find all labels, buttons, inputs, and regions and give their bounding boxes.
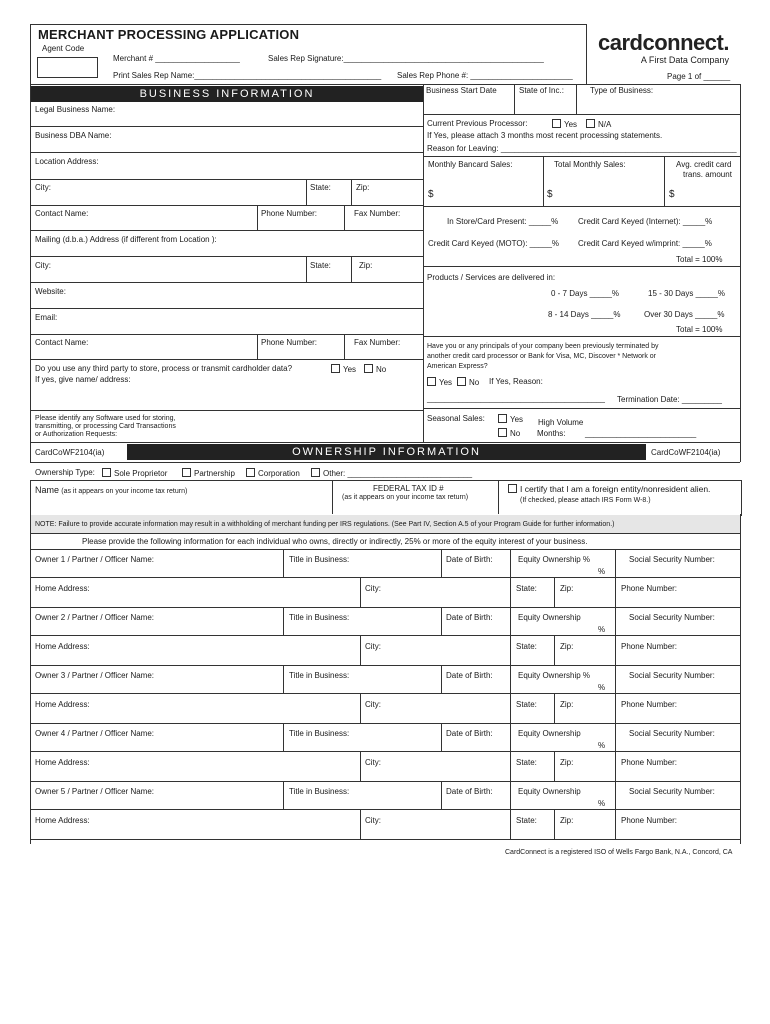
- corporation-checkbox[interactable]: [246, 468, 255, 477]
- owner-dob-label[interactable]: Date of Birth:: [446, 555, 493, 564]
- print-sales-rep-label[interactable]: Print Sales Rep Name:__________________________________________: [113, 71, 382, 80]
- owner-home-address-label[interactable]: Home Address:: [35, 700, 90, 709]
- contact-name-label[interactable]: Contact Name:: [35, 209, 89, 218]
- total-monthly-label[interactable]: Total Monthly Sales:: [554, 160, 626, 169]
- owner-dob-label[interactable]: Date of Birth:: [446, 787, 493, 796]
- owner-name-label[interactable]: Owner 1 / Partner / Officer Name:: [35, 555, 155, 564]
- owner-ssn-label[interactable]: Social Security Number:: [629, 613, 715, 622]
- page-number-label[interactable]: Page 1 of ______: [667, 72, 731, 81]
- no-checkbox[interactable]: [364, 364, 373, 373]
- business-dba-name-label[interactable]: Business DBA Name:: [35, 131, 112, 140]
- cardconnect-logo: [598, 30, 729, 66]
- sales-rep-signature-label[interactable]: Sales Rep Signature:_____________________________________________: [268, 54, 544, 63]
- legal-business-name-label[interactable]: Legal Business Name:: [35, 105, 116, 114]
- mailing-city-label[interactable]: City:: [35, 261, 51, 270]
- owner-city-label[interactable]: City:: [365, 584, 381, 593]
- business-information-heading: BUSINESS INFORMATION: [31, 86, 423, 102]
- owner-equity-label[interactable]: Equity Ownership: [518, 729, 581, 738]
- fax-number-label[interactable]: Fax Number:: [354, 209, 401, 218]
- owner-zip-label[interactable]: Zip:: [560, 642, 574, 651]
- owner-home-address-label[interactable]: Home Address:: [35, 642, 90, 651]
- owner-equity-label[interactable]: Equity Ownership %: [518, 671, 591, 680]
- terminated-yes-checkbox[interactable]: [427, 377, 436, 386]
- attach-statements-note: If Yes, please attach 3 months most recent processing statements.: [427, 131, 663, 140]
- owner-phone-label[interactable]: Phone Number:: [621, 758, 678, 767]
- iso-footer-note: CardConnect is a registered ISO of Wells Fargo Bank, N.A., Concord, CA: [505, 849, 733, 856]
- owner-title-label[interactable]: Title in Business:: [289, 671, 350, 680]
- terminated-yes[interactable]: Yes: [427, 377, 452, 388]
- monthly-bancard-dollar: $: [428, 189, 434, 200]
- owner-home-address-label[interactable]: Home Address:: [35, 584, 90, 593]
- software-label-2: transmitting, or processing Card Transactions: [35, 423, 176, 430]
- sales-rep-phone-label[interactable]: Sales Rep Phone #: _______________________: [397, 71, 573, 80]
- terminated-question-1: Have you or any principals of your company been previously terminated by: [427, 343, 659, 350]
- termination-date-label[interactable]: Termination Date: _________: [617, 395, 722, 404]
- owner-city-label[interactable]: City:: [365, 758, 381, 767]
- foreign-entity-note: (If checked, please attach IRS Form W-8.): [520, 497, 651, 504]
- owner-title-label[interactable]: Title in Business:: [289, 729, 350, 738]
- owner-title-label[interactable]: Title in Business:: [289, 787, 350, 796]
- terminated-question-3: American Express?: [427, 363, 488, 370]
- partnership-option[interactable]: Partnership: [182, 468, 235, 479]
- high-volume-months-line[interactable]: _________________________: [585, 429, 697, 438]
- yes-checkbox[interactable]: [331, 364, 340, 373]
- owner-zip-label[interactable]: Zip:: [560, 584, 574, 593]
- logo-text: cardconnect.: [598, 30, 729, 55]
- delivery-over-30-pct[interactable]: Over 30 Days _____%: [644, 310, 725, 319]
- terminated-reason-line[interactable]: ________________________________________: [427, 394, 605, 403]
- ownership-type-label: Ownership Type:: [35, 468, 95, 477]
- processor-na[interactable]: N/A: [586, 119, 611, 130]
- owner-state-label[interactable]: State:: [516, 642, 537, 651]
- partnership-checkbox[interactable]: [182, 468, 191, 477]
- owner-name-label[interactable]: Owner 2 / Partner / Officer Name:: [35, 613, 155, 622]
- seasonal-sales-label: Seasonal Sales:: [427, 414, 485, 423]
- email-label[interactable]: Email:: [35, 313, 58, 322]
- owner-equity-label[interactable]: Equity Ownership: [518, 787, 581, 796]
- phone-number-2-label[interactable]: Phone Number:: [261, 338, 318, 347]
- keyed-internet-pct[interactable]: Credit Card Keyed (Internet): _____%: [578, 217, 713, 226]
- monthly-bancard-label[interactable]: Monthly Bancard Sales:: [428, 160, 513, 169]
- type-of-business-label[interactable]: Type of Business:: [590, 86, 654, 95]
- fax-number-2-label[interactable]: Fax Number:: [354, 338, 401, 347]
- owner-zip-label[interactable]: Zip:: [560, 758, 574, 767]
- owner-phone-label[interactable]: Phone Number:: [621, 584, 678, 593]
- owner-state-label[interactable]: State:: [516, 584, 537, 593]
- owner-equity-pct: %: [598, 567, 606, 576]
- owner-phone-label[interactable]: Phone Number:: [621, 700, 678, 709]
- owner-equity-label[interactable]: Equity Ownership: [518, 613, 581, 622]
- seasonal-yes-checkbox[interactable]: [498, 414, 507, 423]
- total-monthly-dollar: $: [547, 189, 553, 200]
- logo-tagline: A First Data Company: [640, 55, 729, 65]
- processor-yes-checkbox[interactable]: [552, 119, 561, 128]
- location-address-label[interactable]: Location Address:: [35, 157, 99, 166]
- owner-dob-label[interactable]: Date of Birth:: [446, 613, 493, 622]
- federal-tax-id-label[interactable]: FEDERAL TAX ID #: [373, 484, 444, 493]
- delivery-8-14-pct[interactable]: 8 - 14 Days _____%: [548, 310, 621, 319]
- high-volume-label: High Volume: [538, 418, 584, 427]
- contact-name-2-label[interactable]: Contact Name:: [35, 338, 89, 347]
- owner-state-label[interactable]: State:: [516, 700, 537, 709]
- keyed-imprint-pct[interactable]: Credit Card Keyed w/imprint: _____%: [578, 239, 712, 248]
- owner-home-address-label[interactable]: Home Address:: [35, 816, 90, 825]
- owner-state-label[interactable]: State:: [516, 816, 537, 825]
- delivered-in-label: Products / Services are delivered in:: [427, 273, 556, 282]
- business-start-date-label[interactable]: Business Start Date: [426, 86, 497, 95]
- owner-equity-pct: %: [598, 625, 606, 634]
- corporation-option[interactable]: Corporation: [246, 468, 300, 479]
- legal-name-label[interactable]: Name (as it appears on your income tax return): [35, 485, 188, 495]
- state-of-inc-label[interactable]: State of Inc.:: [519, 86, 564, 95]
- website-label[interactable]: Website:: [35, 287, 66, 296]
- terminated-question-2: another credit card processor or Bank for Visa, MC, Discover * Network or: [427, 353, 657, 360]
- high-volume-months-label: Months:: [537, 429, 566, 438]
- seasonal-no[interactable]: No: [498, 428, 520, 439]
- owner-name-label[interactable]: Owner 4 / Partner / Officer Name:: [35, 729, 155, 738]
- owner-city-label[interactable]: City:: [365, 700, 381, 709]
- owner-equity-pct: %: [598, 741, 606, 750]
- avg-ticket-label-2: trans. amount: [683, 170, 732, 179]
- owner-title-label[interactable]: Title in Business:: [289, 613, 350, 622]
- merchant-number-label[interactable]: Merchant # ___________________: [113, 54, 240, 63]
- delivery-total: Total = 100%: [676, 325, 723, 334]
- owner-ssn-label[interactable]: Social Security Number:: [629, 729, 715, 738]
- owner-ssn-label[interactable]: Social Security Number:: [629, 671, 715, 680]
- processor-na-checkbox[interactable]: [586, 119, 595, 128]
- third-party-question: Do you use any third party to store, process or transmit cardholder data?: [35, 364, 293, 373]
- card-mix-total: Total = 100%: [676, 255, 723, 264]
- software-label-1: Please identify any Software used for storing,: [35, 415, 176, 422]
- owner-name-label[interactable]: Owner 5 / Partner / Officer Name:: [35, 787, 155, 796]
- mailing-state-label[interactable]: State:: [310, 261, 331, 270]
- zip-label[interactable]: Zip:: [356, 183, 370, 192]
- city-label[interactable]: City:: [35, 183, 51, 192]
- ownership-information-heading: OWNERSHIP INFORMATION: [127, 444, 646, 460]
- sole-proprietor-checkbox[interactable]: [102, 468, 111, 477]
- third-party-no[interactable]: No: [364, 364, 386, 375]
- software-label-3: or Authorization Requests:: [35, 431, 118, 438]
- federal-tax-id-note: (as it appears on your income tax return): [342, 494, 469, 501]
- owner-zip-label[interactable]: Zip:: [560, 816, 574, 825]
- mailing-address-label[interactable]: Mailing (d.b.a.) Address (if different from Location ):: [35, 235, 217, 244]
- processor-yes[interactable]: Yes: [552, 119, 577, 130]
- mailing-zip-label[interactable]: Zip:: [359, 261, 373, 270]
- terminated-no-checkbox[interactable]: [457, 377, 466, 386]
- form-code-left: CardCoWF2104(ia): [35, 448, 105, 457]
- phone-number-label[interactable]: Phone Number:: [261, 209, 318, 218]
- foreign-entity-option[interactable]: I certify that I am a foreign entity/nonresident alien.: [508, 484, 710, 494]
- owner-dob-label[interactable]: Date of Birth:: [446, 671, 493, 680]
- third-party-yes[interactable]: Yes: [331, 364, 356, 375]
- provide-info-instruction: Please provide the following information for each individual who owns, directly or indirectly, 25% or more of the equity interest of your business.: [82, 537, 588, 546]
- owner-state-label[interactable]: State:: [516, 758, 537, 767]
- seasonal-yes[interactable]: Yes: [498, 414, 523, 425]
- owner-home-address-label[interactable]: Home Address:: [35, 758, 90, 767]
- reason-leaving-label[interactable]: Reason for Leaving: _____________________________________________________: [427, 144, 737, 153]
- page-title: MERCHANT PROCESSING APPLICATION: [38, 27, 300, 42]
- form-code-right: CardCoWF2104(ia): [651, 448, 721, 457]
- third-party-name-address[interactable]: If yes, give name/ address:: [35, 375, 131, 384]
- owner-equity-label[interactable]: Equity Ownership %: [518, 555, 591, 564]
- owner-title-label[interactable]: Title in Business:: [289, 555, 350, 564]
- foreign-entity-checkbox[interactable]: [508, 484, 517, 493]
- avg-ticket-label-1[interactable]: Avg. credit card: [676, 160, 732, 169]
- current-processor-label[interactable]: Current Previous Processor:: [427, 119, 528, 128]
- delivery-0-7-pct[interactable]: 0 - 7 Days _____%: [551, 289, 620, 298]
- keyed-moto-pct[interactable]: Credit Card Keyed (MOTO): _____%: [428, 239, 560, 248]
- owner-dob-label[interactable]: Date of Birth:: [446, 729, 493, 738]
- terminated-reason-label[interactable]: If Yes, Reason:: [489, 377, 543, 386]
- owner-equity-pct: %: [598, 799, 606, 808]
- owner-phone-label[interactable]: Phone Number:: [621, 642, 678, 651]
- owner-zip-label[interactable]: Zip:: [560, 700, 574, 709]
- avg-ticket-dollar: $: [669, 189, 675, 200]
- in-store-pct[interactable]: In Store/Card Present: _____%: [447, 217, 559, 226]
- owner-equity-pct: %: [598, 683, 606, 692]
- owner-name-label[interactable]: Owner 3 / Partner / Officer Name:: [35, 671, 155, 680]
- sole-proprietor-option[interactable]: Sole Proprietor: [102, 468, 167, 479]
- irs-note: NOTE: Failure to provide accurate information may result in a withholding of merchant funding per IRS regulations. (See Part IV, Section A.5 of your Program Guide for further information.): [35, 521, 615, 528]
- owner-city-label[interactable]: City:: [365, 816, 381, 825]
- other-checkbox[interactable]: [311, 468, 320, 477]
- owner-ssn-label[interactable]: Social Security Number:: [629, 787, 715, 796]
- state-label[interactable]: State:: [310, 183, 331, 192]
- owner-city-label[interactable]: City:: [365, 642, 381, 651]
- other-option[interactable]: Other: ____________________________: [311, 468, 472, 479]
- delivery-15-30-pct[interactable]: 15 - 30 Days _____%: [648, 289, 725, 298]
- terminated-no[interactable]: No: [457, 377, 479, 388]
- agent-code-label: Agent Code: [42, 44, 85, 53]
- seasonal-no-checkbox[interactable]: [498, 428, 507, 437]
- owner-phone-label[interactable]: Phone Number:: [621, 816, 678, 825]
- agent-code-field[interactable]: [37, 57, 98, 78]
- owner-ssn-label[interactable]: Social Security Number:: [629, 555, 715, 564]
